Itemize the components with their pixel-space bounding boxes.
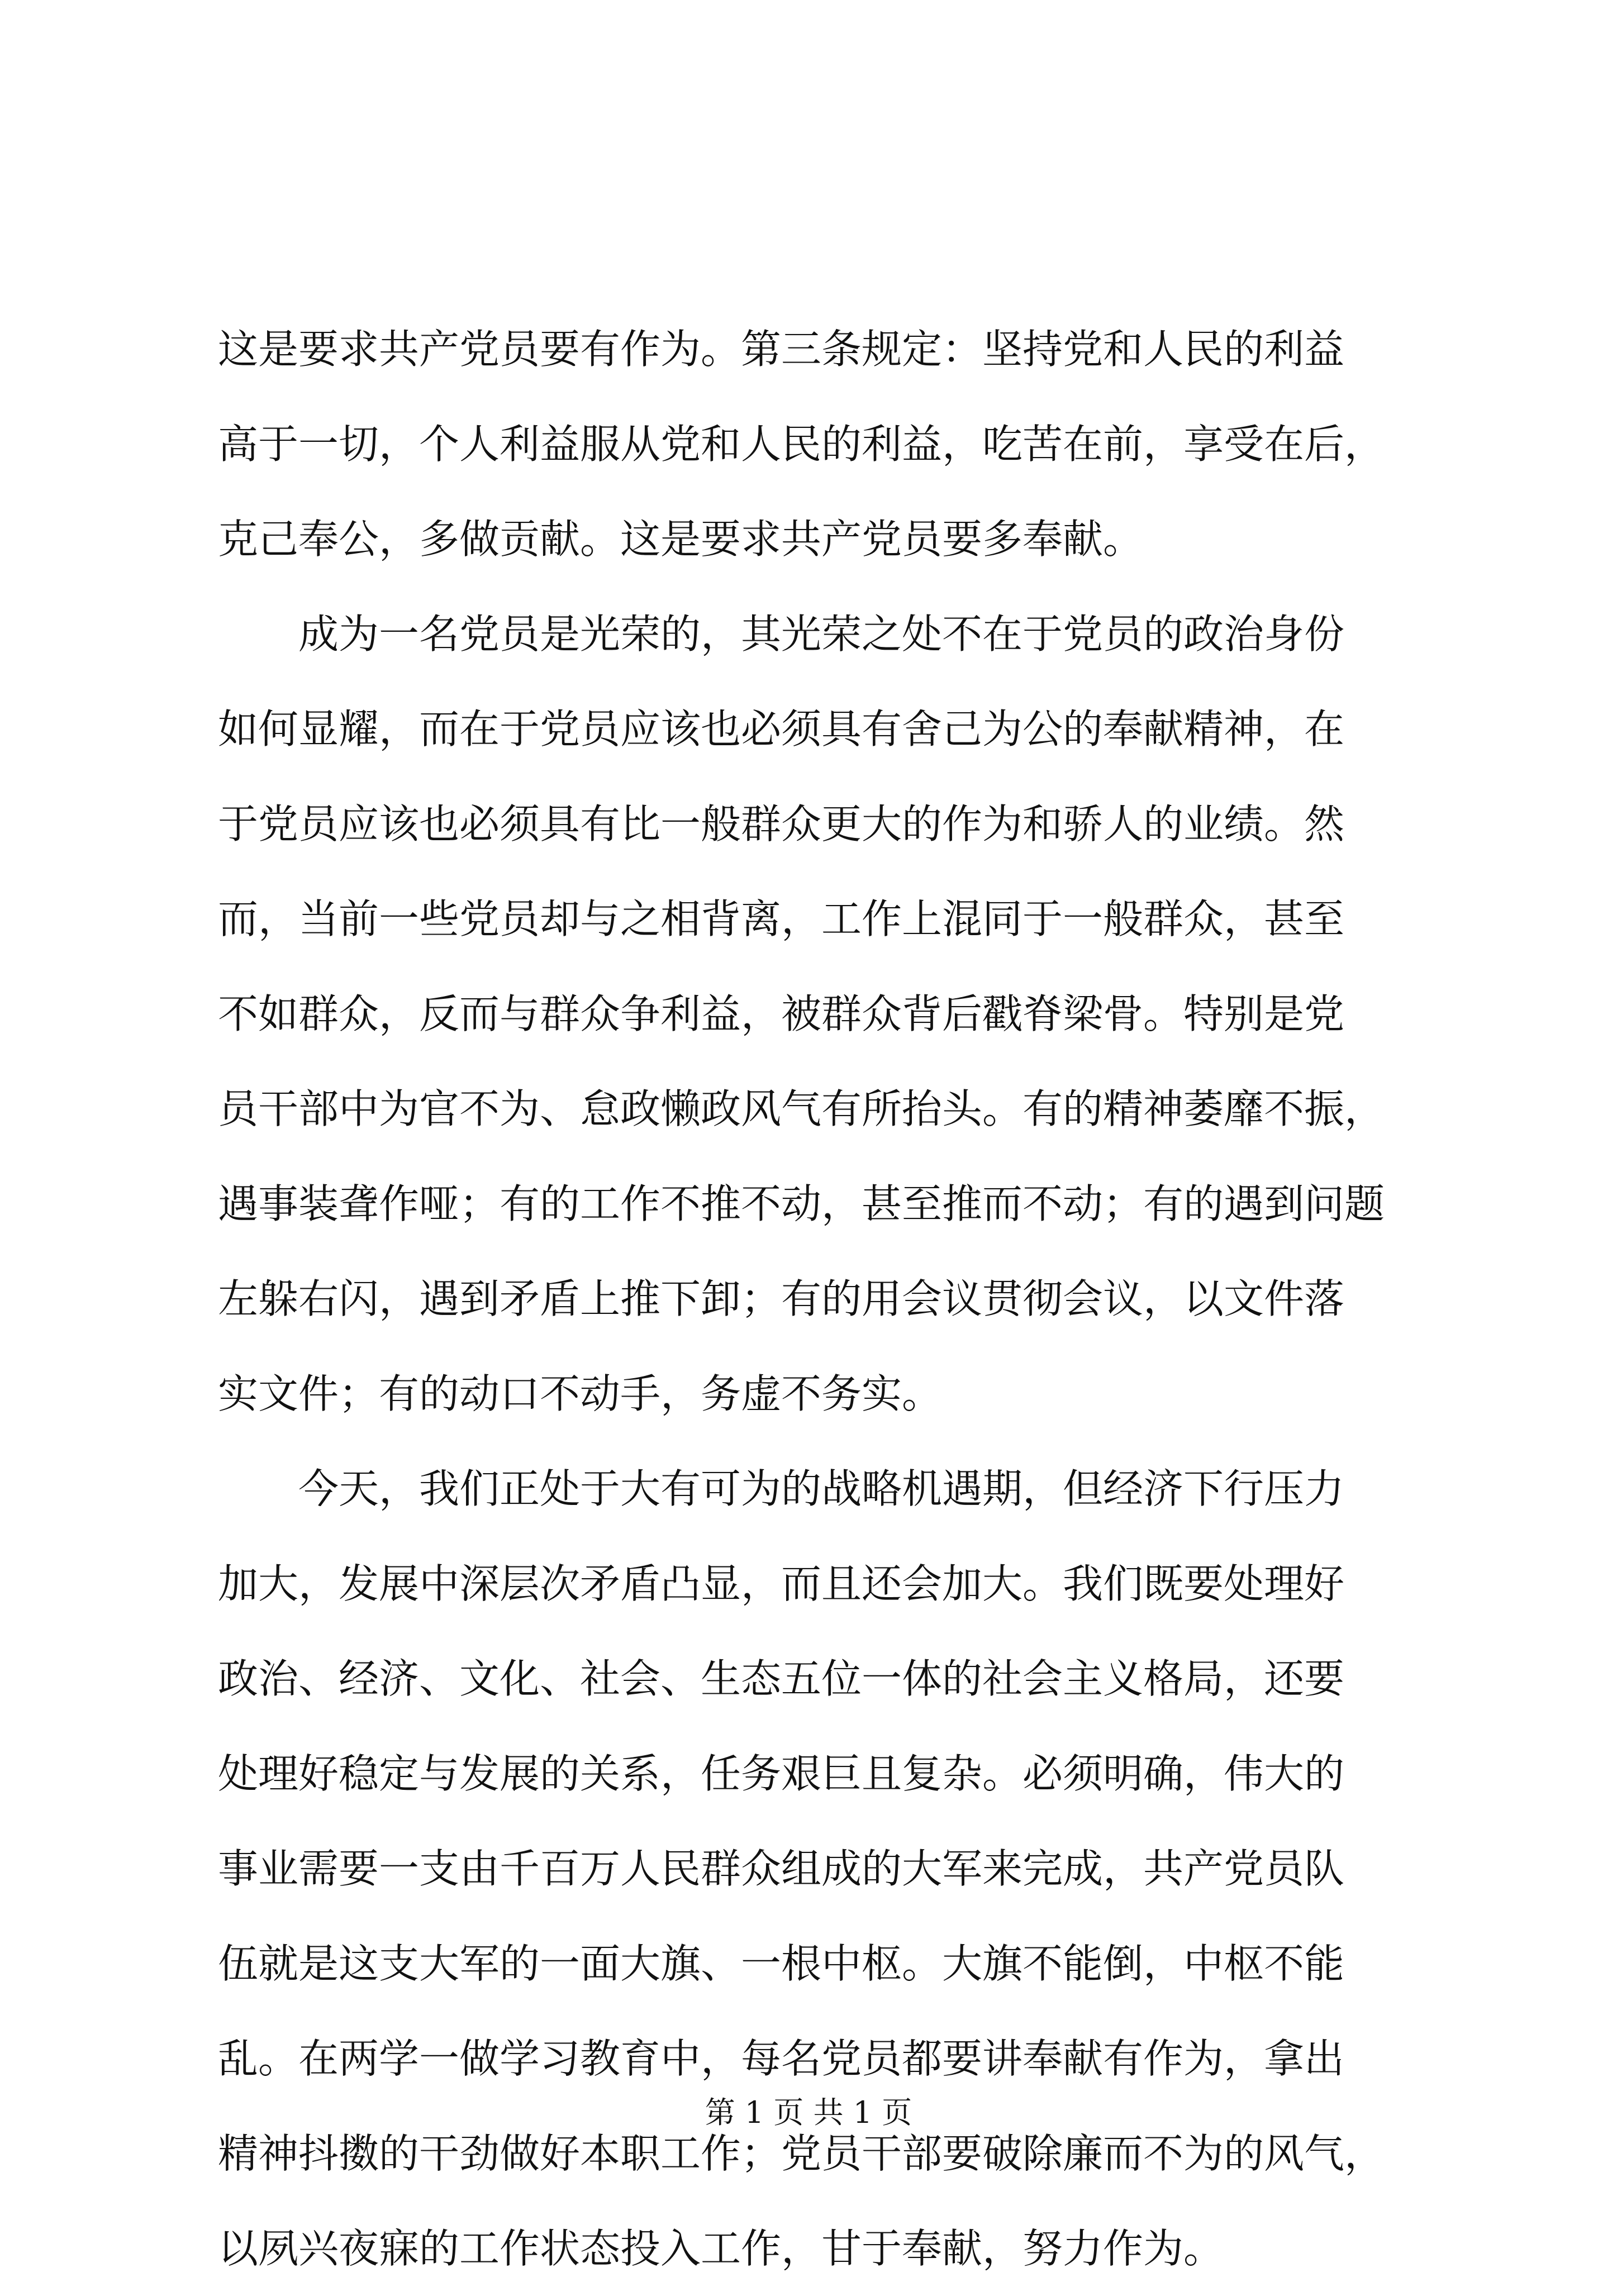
page-number-footer: 第 1 页 共 1 页 [705,2095,912,2130]
text-line: 克己奉公，多做贡献。这是要求共产党员要多奉献。 [218,516,1144,563]
text-line: 而，当前一些党员却与之相背离，工作上混同于一般群众，甚至 [218,895,1345,942]
text-line: 高于一切，个人利益服从党和人民的利益，吃苦在前，享受在后， [218,421,1385,468]
text-line: 这是要求共产党员要有作为。第三条规定：坚持党和人民的利益 [218,326,1345,373]
text-line: 实文件；有的动口不动手，务虚不务实。 [218,1370,943,1417]
text-line: 伍就是这支大军的一面大旗、一根中枢。大旗不能倒，中枢不能 [218,1940,1345,1987]
text-line: 于党员应该也必须具有比一般群众更大的作为和骄人的业绩。然 [218,801,1345,847]
text-line: 不如群众，反而与群众争利益，被群众背后戳脊梁骨。特别是党 [218,990,1345,1037]
text-line: 处理好稳定与发展的关系，任务艰巨且复杂。必须明确，伟大的 [218,1750,1345,1797]
text-line: 政治、经济、文化、社会、生态五位一体的社会主义格局，还要 [218,1655,1345,1702]
text-line: 乱。在两学一做学习教育中，每名党员都要讲奉献有作为，拿出 [218,2035,1345,2082]
text-line: 事业需要一支由千百万人民群众组成的大军来完成，共产党员队 [218,1845,1345,1892]
text-line: 以夙兴夜寐的工作状态投入工作，甘于奉献，努力作为。 [218,2225,1224,2272]
text-line: 员干部中为官不为、怠政懒政风气有所抬头。有的精神萎靡不振， [218,1085,1385,1132]
paragraph-first-line: 成为一名党员是光荣的，其光荣之处不在于党员的政治身份 [298,611,1345,658]
text-line: 遇事装聋作哑；有的工作不推不动，甚至推而不动；有的遇到问题 [218,1180,1385,1227]
document-body [218,302,1397,2296]
paragraph-first-line: 今天，我们正处于大有可为的战略机遇期，但经济下行压力 [298,1465,1345,1512]
text-line: 加大，发展中深层次矛盾凸显，而且还会加大。我们既要处理好 [218,1560,1345,1607]
text-line: 左躲右闪，遇到矛盾上推下卸；有的用会议贯彻会议，以文件落 [218,1275,1345,1322]
text-line: 如何显耀，而在于党员应该也必须具有舍己为公的奉献精神，在 [218,706,1345,752]
text-line: 精神抖擞的干劲做好本职工作；党员干部要破除廉而不为的风气， [218,2130,1385,2177]
